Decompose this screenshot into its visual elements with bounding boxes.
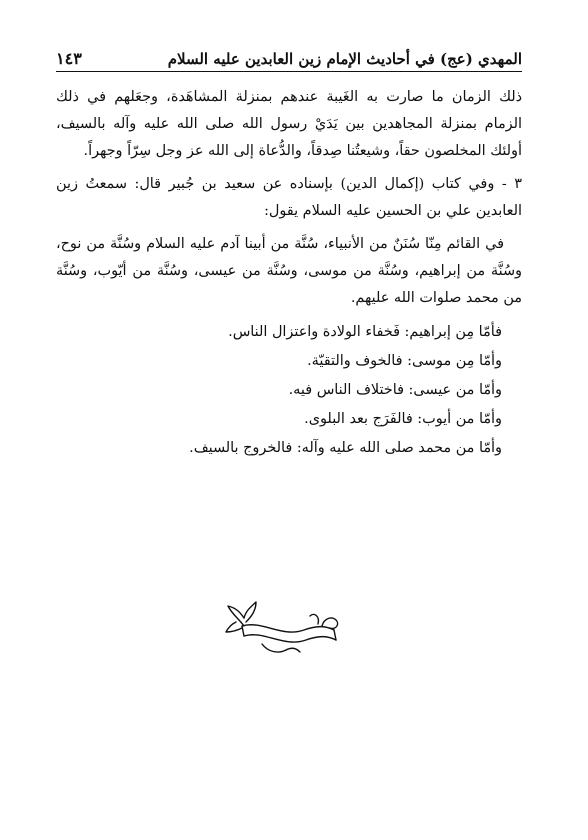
list-item: وأمّا من أيوب: فالفَرَج بعد البلوى. <box>304 411 502 427</box>
header-rule <box>56 71 522 72</box>
sunan-list <box>56 318 522 463</box>
list-item: وأمّا من عيسى: فاختلاف الناس فيه. <box>288 382 502 398</box>
list-item: وأمّا مِن موسى: فالخوف والتقيّة. <box>307 353 502 369</box>
list-item: وأمّا من محمد صلى الله عليه وآله: فالخروج بالسيف. <box>189 440 502 456</box>
page-body <box>56 84 522 463</box>
running-header <box>56 38 522 68</box>
list-item: فأمّا مِن إبراهيم: فَخفاء الولادة واعتزال الناس. <box>228 324 502 340</box>
page-number: ١٤٣ <box>56 49 82 68</box>
paragraph-continuation: ذلك الزمان ما صارت به الغَيبة عندهم بمنزلة المشاهَدة، وجعَلهم في ذلك الزمام بمنزلة المجاهدين بين يَدَيْ رسول الله صلى الله عليه وآله بالسيف، أولئك المخلصون حقاً، وشيعتُنا صِدقاً، والدُّعاة إلى الله عز وجل سِرّاً وجهراً. <box>56 89 522 159</box>
running-title: المهدي (عج) في أحاديث الإمام زين العابدين عليه السلام <box>167 50 522 68</box>
paragraph-hadith-text: في القائم مِنّا سُنَنٌ من الأنبياء، سُنَّة من أبينا آدم عليه السلام وسُنَّة من نوح، وسُنَّة من إبراهيم، وسُنَّة من موسى، وسُنَّة من عيسى، وسُنَّة من أيّوب، وسُنَّة من محمد صلوات الله عليهم. <box>56 236 522 306</box>
paragraph-hadith-3: ٣ - وفي كتاب (إكمال الدين) بإسناده عن سعيد بن جُبير قال: سمعتُ زين العابدين علي بن الحسين عليه السلام يقول: <box>56 176 522 219</box>
closing-ornament-icon <box>222 596 348 656</box>
